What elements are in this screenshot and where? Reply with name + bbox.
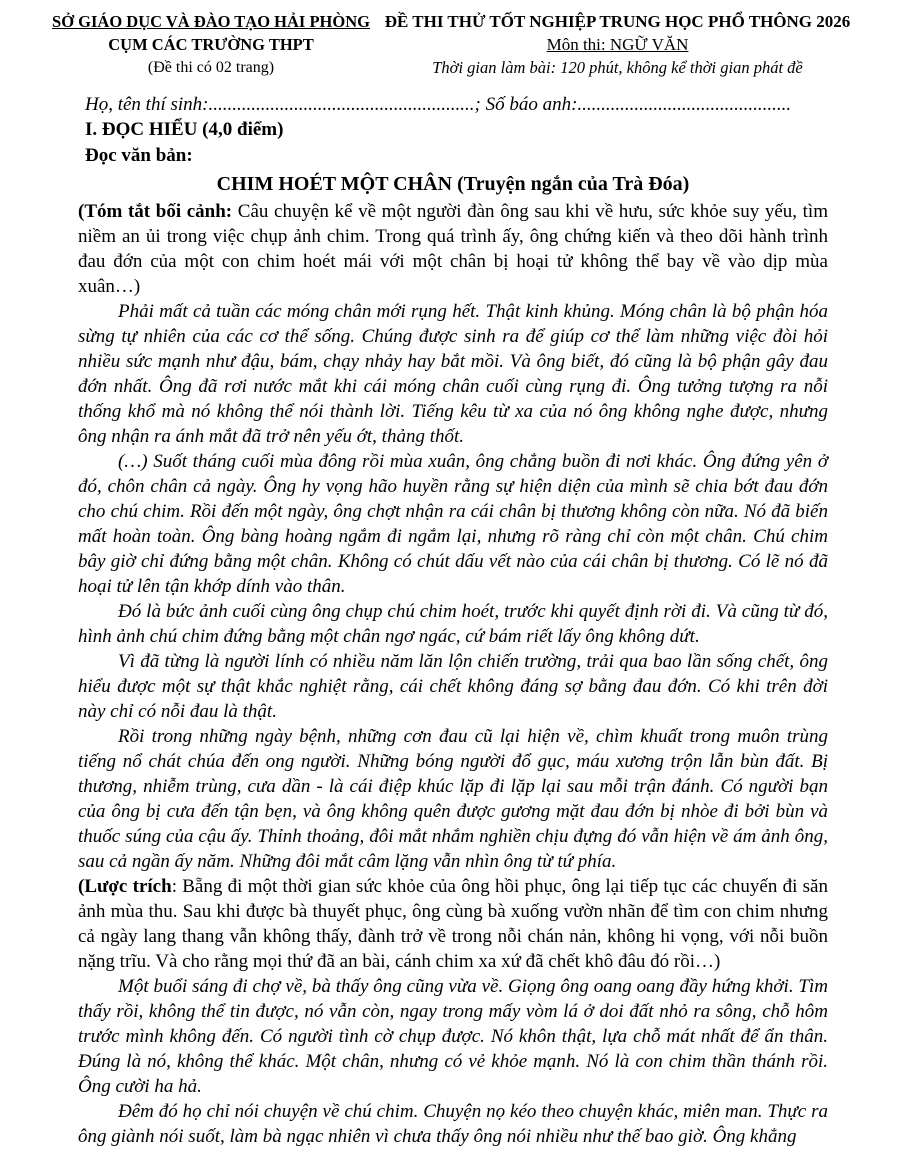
passage-paragraph-5: Rồi trong những ngày bệnh, những cơn đau cũ lại hiện về, chìm khuất trong muôn trùng tiếng nổ chát chúa đến ong người. Những bóng người đổ gục, máu xương trộn lẫn bùn đất. Bị thương, nhiễm trùng, cưa dần - là cái điệp khúc lặp đi lặp lại sau mỗi trận đánh. Có người bạn của ông bị cưa đến tận bẹn, và ông không quên được gương mặt đau đớn bị nhòe đi bởi bùn và thuốc súng của cậu ấy. Thỉnh thoảng, đôi mắt nhắm nghiền chịu đựng đó vẫn hiện về ám ảnh ông, sau cả ngần ấy năm. Những đôi mắt câm lặng vẫn nhìn ông từ tứ phía. xyxy=(78,726,828,872)
exam-title: ĐỀ THI THỬ TỐT NGHIỆP TRUNG HỌC PHỔ THÔNG 2026 xyxy=(384,12,851,31)
context-summary-paragraph xyxy=(78,199,828,299)
excerpt-label: (Lược trích xyxy=(78,876,172,897)
subject-line: Môn thi: NGỮ VĂN xyxy=(546,35,689,54)
excerpt-note-paragraph xyxy=(78,874,828,974)
context-label: (Tóm tắt bối cảnh: xyxy=(78,201,233,222)
header-left xyxy=(45,10,377,79)
passage-paragraph-1: Phải mất cả tuần các móng chân mới rụng hết. Thật kinh khủng. Móng chân là bộ phận hóa sừng tự nhiên của các cơ thể sống. Chúng được sinh ra để giúp cơ thể làm những việc đòi hỏi nhiều sức mạnh như đậu, bám, chạy nhảy hay bắt mồi. Và ông biết, đó cũng là bộ phận gây đau đớn nhất. Ông đã rơi nước mắt khi cái móng chân cuối cùng rụng đi. Ông tưởng tượng ra nỗi thống khổ mà nó không thể nói thành lời. Tiếng kêu từ xa của nó ông không nghe được, nhưng ông nhận ra ánh mắt đã trở nên yếu ớt, thảng thốt. xyxy=(78,301,828,447)
context-text: Câu chuyện kể về một người đàn ông sau khi về hưu, sức khỏe suy yếu, tìm niềm an ủi trong việc chụp ảnh chim. Trong quá trình ấy, ông chứng kiến và theo dõi hành trình đau đớn của một con chim hoét mái với một chân bị hoại tử không thể bay về vào dịp mùa xuân…) xyxy=(78,201,828,297)
passage-paragraph-3: Đó là bức ảnh cuối cùng ông chụp chú chim hoét, trước khi quyết định rời đi. Và cũng từ đó, hình ảnh chú chim đứng bằng một chân ngơ ngác, cứ bám riết lấy ông không dứt. xyxy=(78,601,828,647)
school-cluster-name: CỤM CÁC TRƯỜNG THPT xyxy=(108,35,314,54)
exam-header xyxy=(45,10,858,79)
read-instruction: Đọc văn bản: xyxy=(85,145,193,166)
passage-title: CHIM HOÉT MỘT CHÂN (Truyện ngắn của Trà Đóa) xyxy=(216,173,690,195)
duration-line: Thời gian làm bài: 120 phút, không kể thời gian phát đề xyxy=(432,58,803,77)
section-heading: I. ĐỌC HIỂU (4,0 điểm) xyxy=(85,119,284,140)
passage-paragraph-2: (…) Suốt tháng cuối mùa đông rồi mùa xuân, ông chẳng buồn đi nơi khác. Ông đứng yên ở đó, chôn chân cả ngày. Ông hy vọng hão huyền rằng sự hiện diện của mình sẽ chia bớt đau đớn cho chú chim. Rồi đến một ngày, ông chợt nhận ra cái chân bị thương không còn nữa. Nó đã biến mất hoàn toàn. Ông bàng hoàng ngắm đi ngắm lại, nhưng rõ ràng chỉ còn một chân. Chú chim bây giờ chỉ đứng bằng một chân. Không có chút dấu vết nào của cái chân bị thương. Có lẽ nó đã hoại tử lên tận khớp dính vào thân. xyxy=(78,451,828,597)
passage-paragraph-6: Một buổi sáng đi chợ về, bà thấy ông cũng vừa về. Giọng ông oang oang đầy hứng khởi. Tìm thấy rồi, không thể tin được, nó vẫn còn, ngay trong mấy vòm lá ở doi đất nhỏ ra sông, chỗ hôm trước mình không đến. Có người tình cờ chụp được. Nó khôn thật, lựa chỗ mát nhất để ẩn thân. Đúng là nó, không thể khác. Một chân, nhưng có vẻ khỏe mạnh. Nó là con chim thần thánh rồi. Ông cười ha hả. xyxy=(78,976,828,1097)
header-right xyxy=(377,10,858,79)
department-name: SỞ GIÁO DỤC VÀ ĐÀO TẠO HẢI PHÒNG xyxy=(52,12,370,31)
exam-body xyxy=(78,92,828,1149)
passage-paragraph-4: Vì đã từng là người lính có nhiều năm lăn lộn chiến trường, trải qua bao lần sống chết, ông hiểu được một sự thật khắc nghiệt rằng, cái chết không đáng sợ bằng đau đớn. Có khi trên đời này chỉ có nỗi đau là thật. xyxy=(78,651,828,722)
page-count-note: (Đề thi có 02 trang) xyxy=(147,59,275,76)
candidate-info-line: Họ, tên thí sinh:........................................................; Số báo anh:............................................. xyxy=(85,94,792,115)
excerpt-text: : Bẵng đi một thời gian sức khỏe của ông hồi phục, ông lại tiếp tục các chuyến đi săn ảnh mùa thu. Sau khi được bà thuyết phục, ông cùng bà xuống vườn nhãn để tìm con chim nhưng cả ngày lang thang vẫn không thấy, đành trở về trong nỗi chán nản, không hi vọng, với nỗi buồn nặng trĩu. Và cho rằng mọi thứ đã an bài, cánh chim xa xứ đã chết khô đâu đó rồi…) xyxy=(78,876,828,972)
passage-paragraph-7: Đêm đó họ chỉ nói chuyện về chú chim. Chuyện nọ kéo theo chuyện khác, miên man. Thực ra ông giành nói suốt, làm bà ngạc nhiên vì chưa thấy ông nói nhiều như thế bao giờ. Ông khẳng xyxy=(78,1101,828,1147)
